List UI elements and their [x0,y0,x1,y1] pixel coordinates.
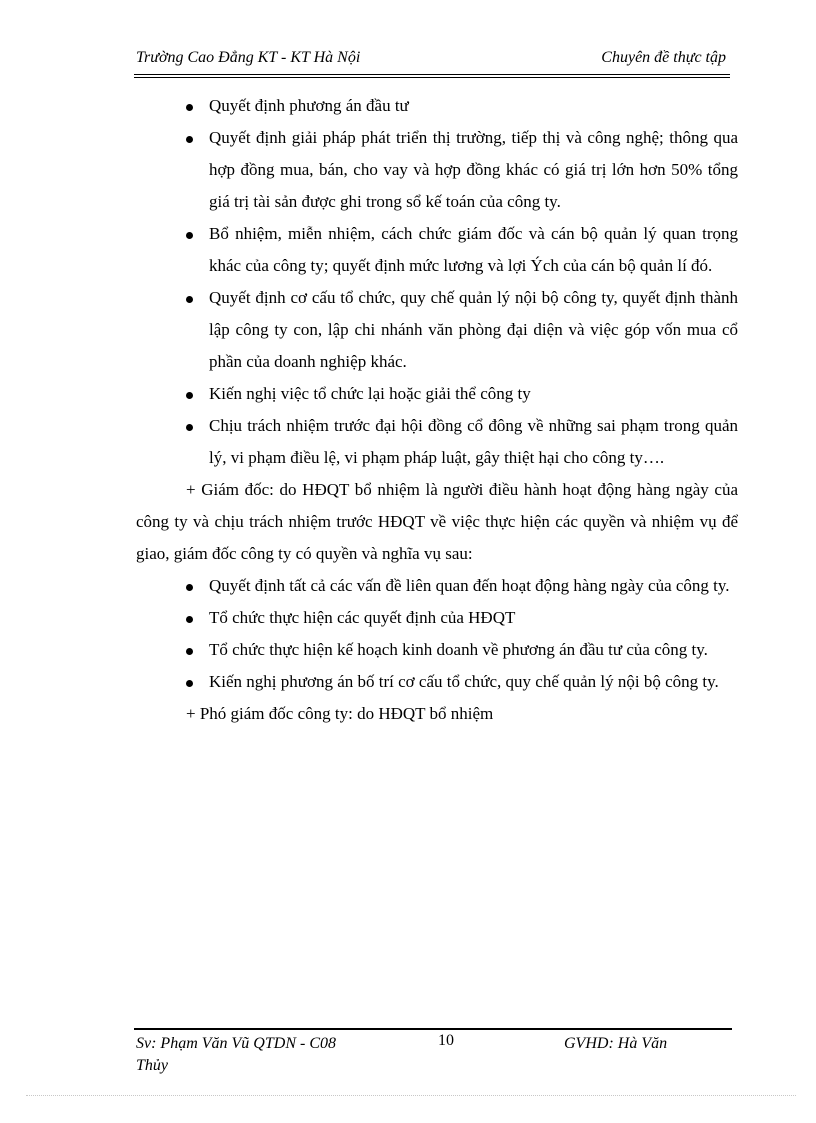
page-number: 10 [438,1032,454,1049]
deputy-director-paragraph: + Phó giám đốc công ty: do HĐQT bổ nhiệm [186,704,494,723]
director-duties-list [136,570,738,698]
header-document-type: Chuyên đề thực tập [601,49,726,66]
page-body [136,90,738,730]
board-duties-list [136,90,738,474]
list-item [136,410,738,474]
list-item-text: Quyết định cơ cấu tổ chức, quy chế quản lý nội bộ công ty, quyết định thành lập công ty con, lập chi nhánh văn phòng đại diện và việc góp vốn mua cổ phần của doanh nghiệp khác. [209,288,738,371]
list-item-text: Bổ nhiệm, miễn nhiệm, cách chức giám đốc và cán bộ quản lý quan trọng khác của công ty; quyết định mức lương và lợi Ých của cán bộ quản lí đó. [209,224,738,275]
page-header [136,49,726,73]
footer-advisor: GVHD: Hà Văn [564,1035,668,1052]
list-item-text: Chịu trách nhiệm trước đại hội đồng cổ đông về những sai phạm trong quản lý, vi phạm điều lệ, vi phạm pháp luật, gây thiệt hại cho công ty…. [209,416,738,467]
list-item [136,218,738,282]
bullet-icon [186,392,193,399]
list-item [136,602,738,634]
bullet-icon [186,424,193,431]
bullet-icon [186,584,193,591]
director-paragraph: + Giám đốc: do HĐQT bổ nhiệm là người điều hành hoạt động hàng ngày của công ty và chịu trách nhiệm trước HĐQT về việc thực hiện các quyền và nhiệm vụ để giao, giám đốc công ty có quyền và nghĩa vụ sau: [136,480,738,563]
list-item-text: Quyết định phương án đầu tư [209,96,409,115]
list-item [136,666,738,698]
footer-advisor-continued: Thủy [136,1057,168,1074]
list-item [136,90,738,122]
footer-rule [134,1028,732,1030]
bullet-icon [186,104,193,111]
list-item [136,282,738,378]
bullet-icon [186,680,193,687]
list-item-text: Tổ chức thực hiện kế hoạch kinh doanh về phương án đầu tư của công ty. [209,640,708,659]
list-item [136,634,738,666]
list-item-text: Quyết định giải pháp phát triển thị trường, tiếp thị và công nghệ; thông qua hợp đồng mua, bán, cho vay và hợp đồng khác có giá trị lớn hơn 50% tổng giá trị tài sản được ghi trong sổ kế toán của công ty. [209,128,738,211]
list-item-text: Tổ chức thực hiện các quyết định của HĐQT [209,608,516,627]
list-item-text: Kiến nghị việc tổ chức lại hoặc giải thể công ty [209,384,531,403]
bullet-icon [186,616,193,623]
header-double-rule [134,74,730,78]
footer-student: Sv: Phạm Văn Vũ QTDN - C08 [136,1035,336,1052]
bullet-icon [186,648,193,655]
bullet-icon [186,136,193,143]
list-item [136,570,738,602]
bullet-icon [186,296,193,303]
header-school-name: Trường Cao Đẳng KT - KT Hà Nội [136,49,361,66]
page-break-line [26,1095,796,1096]
list-item-text: Kiến nghị phương án bố trí cơ cấu tổ chức, quy chế quản lý nội bộ công ty. [209,672,719,691]
list-item [136,122,738,218]
list-item [136,378,738,410]
bullet-icon [186,232,193,239]
list-item-text: Quyết định tất cả các vấn đề liên quan đến hoạt động hàng ngày của công ty. [209,576,730,595]
